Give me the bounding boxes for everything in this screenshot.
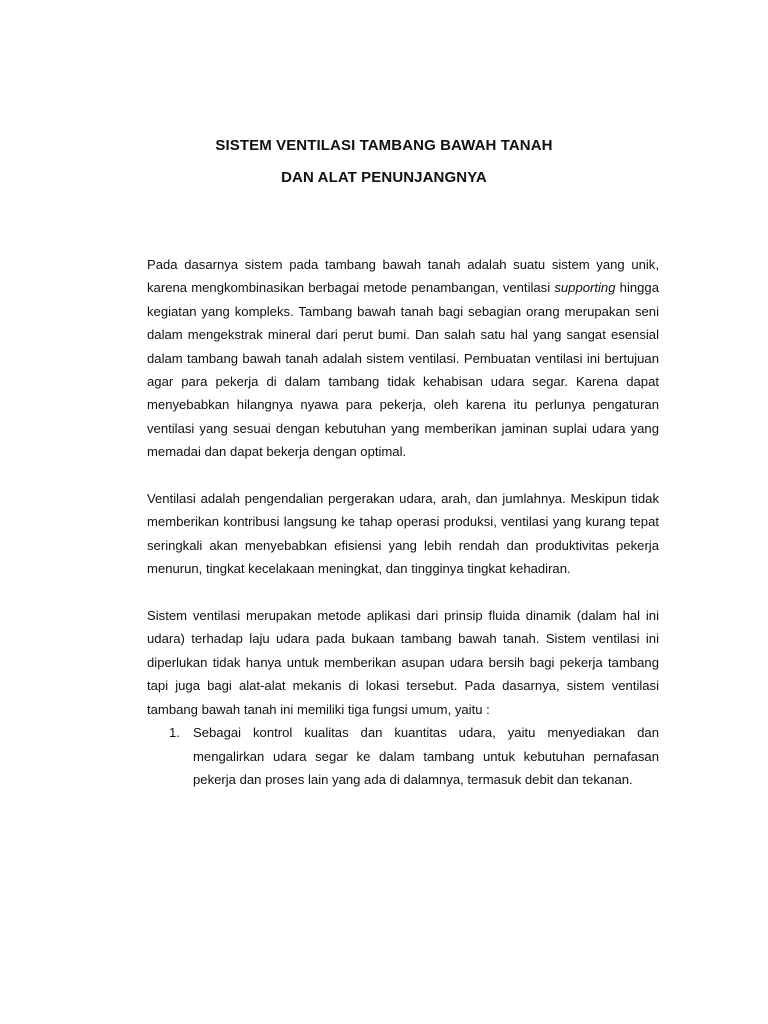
document-body (147, 253, 659, 791)
paragraph-1-text-b: hingga kegiatan yang kompleks. Tambang bawah tanah bagi sebagian orang merupakan seni dalam mengekstrak mineral dari perut bumi. Dan salah satu hal yang sangat esensial dalam tambang bawah tanah adalah sistem ventilasi. Pembuatan ventilasi ini bertujuan agar para pekerja di dalam tambang tidak kehabisan udara segar. Karena dapat menyebabkan hilangnya nyawa para pekerja, oleh karena itu perlunya pengaturan ventilasi yang sesuai dengan kebutuhan yang memberikan jaminan suplai udara yang memadai dan dapat bekerja dengan optimal. (147, 280, 659, 460)
paragraph-1-emphasis: supporting (554, 280, 616, 296)
list-item-text: Sebagai kontrol kualitas dan kuantitas udara, yaitu menyediakan dan mengalirkan udara segar ke dalam tambang untuk kebutuhan pernafasan pekerja dan proses lain yang ada di dalamnya, termasuk debit dan tekanan. (193, 725, 659, 787)
document-title-line-1: SISTEM VENTILASI TAMBANG BAWAH TANAH (215, 137, 553, 154)
document-title-line-2: DAN ALAT PENUNJANGNYA (281, 169, 487, 186)
list-item (147, 721, 659, 791)
list-item-number: 1. (169, 725, 180, 741)
paragraph-1-text-a: Pada dasarnya sistem pada tambang bawah tanah adalah suatu sistem yang unik, karena mengkombinasikan berbagai metode penambangan, ventilasi (147, 257, 659, 296)
paragraph-3: Sistem ventilasi merupakan metode aplikasi dari prinsip fluida dinamik (dalam hal ini udara) terhadap laju udara pada bukaan tambang bawah tanah. Sistem ventilasi ini diperlukan tidak hanya untuk memberikan asupan udara bersih bagi pekerja tambang tapi juga bagi alat-alat mekanis di lokasi tersebut. Pada dasarnya, sistem ventilasi tambang bawah tanah ini memiliki tiga fungsi umum, yaitu : (147, 608, 659, 717)
paragraph-1 (147, 253, 659, 464)
function-list (147, 721, 659, 791)
paragraph-2: Ventilasi adalah pengendalian pergerakan udara, arah, dan jumlahnya. Meskipun tidak memberikan kontribusi langsung ke tahap operasi produksi, ventilasi yang kurang tepat seringkali akan menyebabkan efisiensi yang lebih rendah dan produktivitas pekerja menurun, tingkat kecelakaan meningkat, dan tingginya tingkat kehadiran. (147, 491, 659, 577)
